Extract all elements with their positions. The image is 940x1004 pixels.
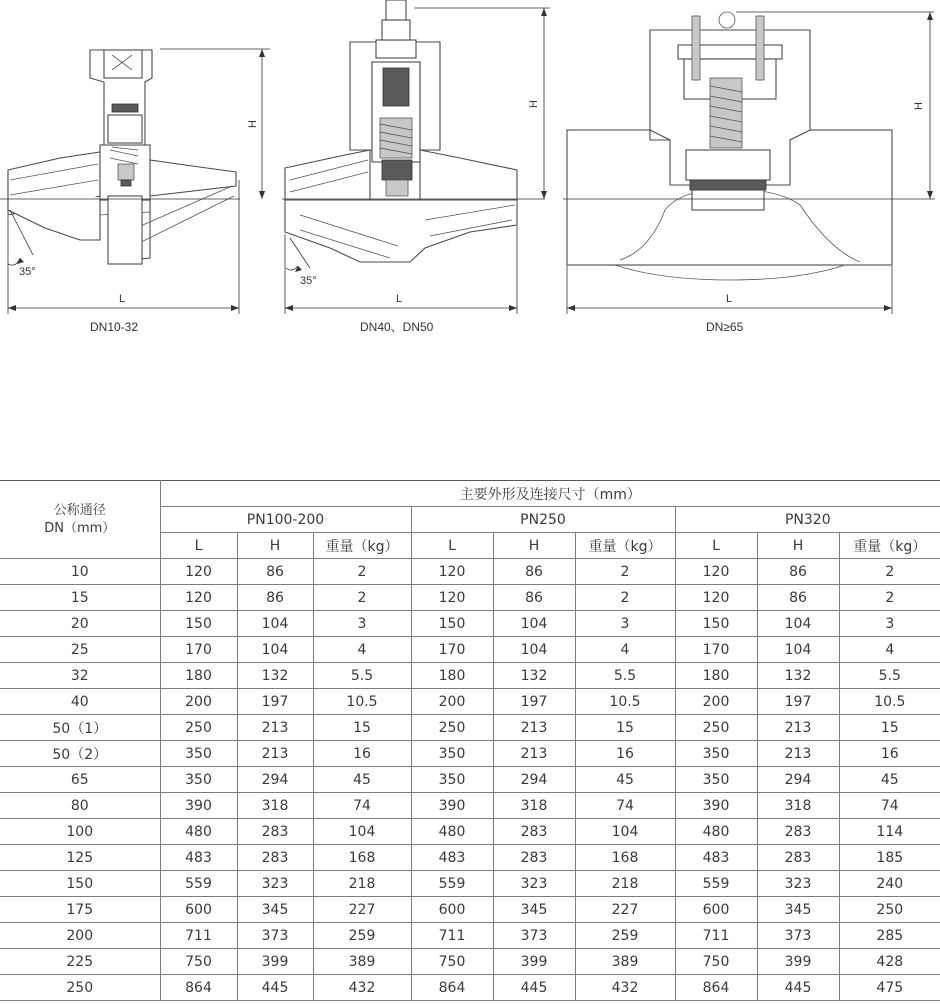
table-cell: 389 — [313, 949, 411, 975]
table-cell: 3 — [839, 611, 940, 637]
table-cell: 132 — [493, 663, 575, 689]
dn-cell: 175 — [0, 897, 160, 923]
table-cell: 120 — [675, 585, 757, 611]
table-cell: 5.5 — [575, 663, 675, 689]
table-cell: 120 — [411, 585, 493, 611]
table-cell: 15 — [839, 715, 940, 741]
table-cell: 559 — [675, 871, 757, 897]
table-cell: 483 — [675, 845, 757, 871]
table-row — [0, 767, 940, 793]
table-cell: 250 — [675, 715, 757, 741]
table-cell: 45 — [313, 767, 411, 793]
col-header-weight: 重量（kg） — [839, 533, 940, 559]
table-cell: 218 — [575, 871, 675, 897]
table-cell: 399 — [237, 949, 313, 975]
table-row — [0, 923, 940, 949]
dn-header-line1: 公称通径 — [53, 502, 106, 518]
table-cell: 104 — [237, 637, 313, 663]
table-cell: 180 — [675, 663, 757, 689]
table-cell: 750 — [675, 949, 757, 975]
table-row — [0, 741, 940, 767]
table-cell: 480 — [411, 819, 493, 845]
table-cell: 373 — [237, 923, 313, 949]
table-cell: 185 — [839, 845, 940, 871]
col-header-h: H — [493, 533, 575, 559]
table-cell: 345 — [237, 897, 313, 923]
table-cell: 86 — [757, 559, 839, 585]
table-cell: 373 — [757, 923, 839, 949]
table-header — [0, 481, 940, 559]
table-cell: 483 — [160, 845, 237, 871]
table-cell: 218 — [313, 871, 411, 897]
table-cell: 399 — [493, 949, 575, 975]
height-label-3: H — [913, 102, 925, 110]
table-row — [0, 663, 940, 689]
table-cell: 168 — [575, 845, 675, 871]
table-cell: 4 — [575, 637, 675, 663]
drawing-dn10-32 — [0, 49, 270, 334]
dn-cell: 25 — [0, 637, 160, 663]
table-cell: 350 — [675, 767, 757, 793]
table-cell: 240 — [839, 871, 940, 897]
table-cell: 2 — [313, 585, 411, 611]
table-cell: 445 — [237, 975, 313, 1001]
valve-drawings — [0, 0, 940, 345]
table-cell: 132 — [237, 663, 313, 689]
table-cell: 150 — [160, 611, 237, 637]
table-cell: 445 — [757, 975, 839, 1001]
table-cell: 475 — [839, 975, 940, 1001]
table-row — [0, 559, 940, 585]
table-cell: 294 — [237, 767, 313, 793]
dn-cell: 65 — [0, 767, 160, 793]
table-cell: 5.5 — [839, 663, 940, 689]
table-cell: 864 — [675, 975, 757, 1001]
table-cell: 350 — [411, 741, 493, 767]
table-cell: 600 — [160, 897, 237, 923]
table-cell: 318 — [237, 793, 313, 819]
table-row — [0, 949, 940, 975]
table-cell: 2 — [839, 559, 940, 585]
table-cell: 168 — [313, 845, 411, 871]
table-cell: 170 — [160, 637, 237, 663]
table-cell: 864 — [160, 975, 237, 1001]
table-cell: 104 — [493, 611, 575, 637]
table-cell: 864 — [411, 975, 493, 1001]
table-row — [0, 975, 940, 1001]
length-label-1: L — [119, 293, 126, 305]
table-cell: 294 — [493, 767, 575, 793]
height-label-1: H — [247, 120, 259, 128]
table-cell: 104 — [575, 819, 675, 845]
table-cell: 213 — [757, 715, 839, 741]
dn-cell: 50（1） — [0, 715, 160, 741]
table-cell: 390 — [411, 793, 493, 819]
table-row — [0, 689, 940, 715]
table-cell: 197 — [237, 689, 313, 715]
table-cell: 120 — [160, 585, 237, 611]
dn-cell: 250 — [0, 975, 160, 1001]
table-cell: 4 — [313, 637, 411, 663]
dn-cell: 50（2） — [0, 741, 160, 767]
table-cell: 350 — [675, 741, 757, 767]
table-cell: 197 — [493, 689, 575, 715]
table-cell: 428 — [839, 949, 940, 975]
table-cell: 200 — [675, 689, 757, 715]
dn-header-line2: DN（mm） — [44, 520, 116, 536]
table-cell: 250 — [411, 715, 493, 741]
table-cell: 86 — [493, 559, 575, 585]
table-cell: 104 — [757, 611, 839, 637]
dn-cell: 125 — [0, 845, 160, 871]
table-cell: 283 — [493, 819, 575, 845]
table-cell: 213 — [493, 741, 575, 767]
table-cell: 559 — [160, 871, 237, 897]
table-cell: 74 — [575, 793, 675, 819]
group-header: PN250 — [411, 507, 675, 533]
table-cell: 86 — [237, 559, 313, 585]
table-cell: 483 — [411, 845, 493, 871]
col-header-l: L — [411, 533, 493, 559]
dn-cell: 225 — [0, 949, 160, 975]
table-cell: 318 — [757, 793, 839, 819]
table-cell: 711 — [411, 923, 493, 949]
table-cell: 104 — [757, 637, 839, 663]
angle-label-1: 35° — [19, 266, 36, 278]
length-label-3: L — [726, 293, 733, 305]
table-cell: 10.5 — [839, 689, 940, 715]
caption-dn65-plus: DN≥65 — [706, 320, 744, 334]
table-row — [0, 637, 940, 663]
dn-cell: 100 — [0, 819, 160, 845]
table-cell: 373 — [493, 923, 575, 949]
table-cell: 15 — [575, 715, 675, 741]
table-row — [0, 845, 940, 871]
table-row — [0, 611, 940, 637]
table-cell: 120 — [675, 559, 757, 585]
table-cell: 10.5 — [313, 689, 411, 715]
table-cell: 2 — [313, 559, 411, 585]
table-row — [0, 819, 940, 845]
table-cell: 114 — [839, 819, 940, 845]
table-cell: 86 — [237, 585, 313, 611]
table-cell: 86 — [757, 585, 839, 611]
table-cell: 74 — [313, 793, 411, 819]
table-cell: 283 — [493, 845, 575, 871]
table-cell: 16 — [313, 741, 411, 767]
table-cell: 86 — [493, 585, 575, 611]
table-cell: 283 — [237, 845, 313, 871]
table-cell: 5.5 — [313, 663, 411, 689]
table-cell: 432 — [575, 975, 675, 1001]
table-cell: 350 — [160, 741, 237, 767]
angle-label-2: 35° — [300, 275, 317, 287]
col-header-l: L — [675, 533, 757, 559]
table-cell: 259 — [575, 923, 675, 949]
dn-cell: 40 — [0, 689, 160, 715]
table-cell: 390 — [160, 793, 237, 819]
dn-cell: 15 — [0, 585, 160, 611]
table-cell: 345 — [757, 897, 839, 923]
table-cell: 200 — [411, 689, 493, 715]
group-header: PN320 — [675, 507, 940, 533]
table-cell: 350 — [160, 767, 237, 793]
table-cell: 74 — [839, 793, 940, 819]
table-cell: 104 — [237, 611, 313, 637]
table-cell: 350 — [411, 767, 493, 793]
col-header-weight: 重量（kg） — [313, 533, 411, 559]
dn-cell: 150 — [0, 871, 160, 897]
table-cell: 45 — [839, 767, 940, 793]
caption-dn10-32: DN10-32 — [90, 320, 139, 334]
table-cell: 180 — [160, 663, 237, 689]
table-cell: 600 — [411, 897, 493, 923]
table-cell: 150 — [675, 611, 757, 637]
drawing-dn65-plus — [563, 12, 935, 334]
main-dimensions-header: 主要外形及连接尺寸（mm） — [160, 481, 940, 507]
table-cell: 2 — [575, 585, 675, 611]
table-cell: 213 — [237, 741, 313, 767]
table-cell: 2 — [575, 559, 675, 585]
table-cell: 600 — [675, 897, 757, 923]
table-cell: 432 — [313, 975, 411, 1001]
dimensions-table — [0, 480, 940, 1001]
table-row — [0, 793, 940, 819]
dn-cell: 20 — [0, 611, 160, 637]
table-cell: 259 — [313, 923, 411, 949]
table-cell: 170 — [411, 637, 493, 663]
table-cell: 445 — [493, 975, 575, 1001]
table-cell: 345 — [493, 897, 575, 923]
table-cell: 15 — [313, 715, 411, 741]
table-cell: 10.5 — [575, 689, 675, 715]
table-cell: 45 — [575, 767, 675, 793]
table-cell: 294 — [757, 767, 839, 793]
table-row — [0, 585, 940, 611]
table-cell: 399 — [757, 949, 839, 975]
table-cell: 559 — [411, 871, 493, 897]
table-cell: 750 — [411, 949, 493, 975]
table-cell: 283 — [237, 819, 313, 845]
table-cell: 104 — [493, 637, 575, 663]
table-cell: 250 — [839, 897, 940, 923]
table-cell: 711 — [160, 923, 237, 949]
dn-cell: 32 — [0, 663, 160, 689]
dn-header — [0, 481, 160, 559]
table-cell: 16 — [839, 741, 940, 767]
table-cell: 323 — [757, 871, 839, 897]
table-cell: 750 — [160, 949, 237, 975]
table-row — [0, 715, 940, 741]
height-label-2: H — [528, 100, 540, 108]
table-row — [0, 897, 940, 923]
table-cell: 285 — [839, 923, 940, 949]
table-cell: 170 — [675, 637, 757, 663]
table-cell: 283 — [757, 845, 839, 871]
table-cell: 711 — [675, 923, 757, 949]
table-cell: 4 — [839, 637, 940, 663]
table-cell: 480 — [160, 819, 237, 845]
table-cell: 150 — [411, 611, 493, 637]
table-cell: 120 — [411, 559, 493, 585]
col-header-h: H — [237, 533, 313, 559]
table-cell: 480 — [675, 819, 757, 845]
caption-dn40-50: DN40、DN50 — [360, 320, 434, 334]
table-cell: 389 — [575, 949, 675, 975]
table-cell: 227 — [313, 897, 411, 923]
table-cell: 16 — [575, 741, 675, 767]
length-label-2: L — [396, 293, 403, 305]
table-cell: 213 — [493, 715, 575, 741]
table-row — [0, 871, 940, 897]
table-cell: 227 — [575, 897, 675, 923]
table-cell: 2 — [839, 585, 940, 611]
col-header-h: H — [757, 533, 839, 559]
table-cell: 132 — [757, 663, 839, 689]
col-header-weight: 重量（kg） — [575, 533, 675, 559]
table-cell: 318 — [493, 793, 575, 819]
table-cell: 3 — [575, 611, 675, 637]
table-cell: 104 — [313, 819, 411, 845]
table-cell: 323 — [237, 871, 313, 897]
drawing-dn40-50 — [282, 0, 550, 334]
table-cell: 213 — [757, 741, 839, 767]
table-cell: 390 — [675, 793, 757, 819]
table-cell: 3 — [313, 611, 411, 637]
group-header: PN100-200 — [160, 507, 411, 533]
table-cell: 283 — [757, 819, 839, 845]
table-cell: 250 — [160, 715, 237, 741]
table-cell: 197 — [757, 689, 839, 715]
dn-cell: 10 — [0, 559, 160, 585]
table-cell: 323 — [493, 871, 575, 897]
col-header-l: L — [160, 533, 237, 559]
table-cell: 213 — [237, 715, 313, 741]
dn-cell: 80 — [0, 793, 160, 819]
table-body — [0, 559, 940, 1001]
table-cell: 200 — [160, 689, 237, 715]
dn-cell: 200 — [0, 923, 160, 949]
table-cell: 180 — [411, 663, 493, 689]
table-cell: 120 — [160, 559, 237, 585]
